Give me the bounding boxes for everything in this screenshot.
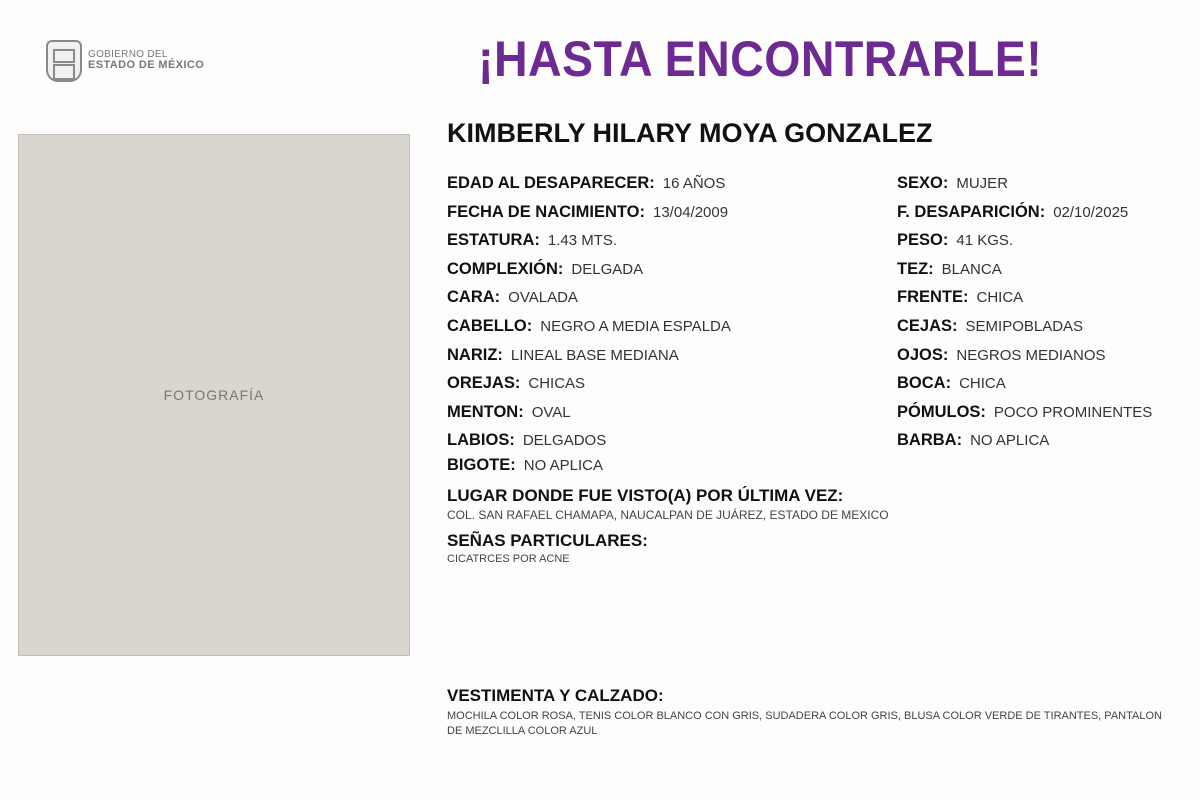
field-label: PÓMULOS: xyxy=(897,402,986,421)
field-label: FRENTE: xyxy=(897,288,969,307)
field-row xyxy=(447,431,731,456)
headline: ¡HASTA ENCONTRARLE! xyxy=(478,31,1043,87)
field-value: 41 KGS. xyxy=(956,232,1014,250)
field-row xyxy=(897,317,1152,346)
field-value: NO APLICA xyxy=(970,432,1050,450)
field-value: 16 AÑOS xyxy=(662,175,726,192)
coat-of-arms-icon xyxy=(46,40,82,82)
field-label: F. DESAPARICIÓN: xyxy=(897,202,1046,221)
field-label: COMPLEXIÓN: xyxy=(447,259,564,278)
field-label: NARIZ: xyxy=(447,345,503,364)
field-value: OVAL xyxy=(531,403,571,421)
field-label: OJOS: xyxy=(897,345,949,364)
field-value: NO APLICA xyxy=(523,457,603,475)
government-logo xyxy=(46,40,204,82)
field-value: DELGADOS xyxy=(522,432,607,450)
field-row xyxy=(447,231,731,260)
left-field-column xyxy=(447,174,731,481)
person-name: KIMBERLY HILARY MOYA GONZALEZ xyxy=(447,118,933,148)
field-label: CABELLO: xyxy=(447,316,533,335)
field-row xyxy=(447,346,731,375)
field-row xyxy=(897,288,1152,317)
field-row xyxy=(447,288,731,317)
field-row xyxy=(897,374,1152,403)
field-row xyxy=(897,260,1152,289)
last-seen-location: COL. SAN RAFAEL CHAMAPA, NAUCALPAN DE JUÁREZ, ESTADO DE MEXICO xyxy=(447,508,889,522)
field-label: FECHA DE NACIMIENTO: xyxy=(447,202,645,221)
field-label: BIGOTE: xyxy=(447,456,516,475)
field-value: BLANCA xyxy=(941,260,1002,278)
logo-line-2: ESTADO DE MÉXICO xyxy=(88,59,205,72)
field-value: 1.43 MTS. xyxy=(547,232,618,250)
photo-placeholder xyxy=(18,134,410,656)
field-value: SEMIPOBLADAS xyxy=(965,317,1084,335)
field-row xyxy=(447,374,731,403)
field-label: PESO: xyxy=(897,231,949,250)
field-value: NEGROS MEDIANOS xyxy=(956,346,1106,364)
field-row xyxy=(897,203,1152,232)
logo-line-1: GOBIERNO DEL xyxy=(88,48,168,60)
field-label: ESTATURA: xyxy=(447,231,540,250)
field-label: CEJAS: xyxy=(897,316,958,335)
field-row xyxy=(447,174,731,203)
field-value: CHICA xyxy=(976,289,1024,307)
field-row xyxy=(897,403,1152,432)
clothing-title: VESTIMENTA Y CALZADO: xyxy=(447,686,664,705)
field-label: EDAD AL DESAPARECER: xyxy=(447,174,655,192)
field-value: 02/10/2025 xyxy=(1053,203,1129,221)
field-value: DELGADA xyxy=(571,260,644,278)
last-seen-title: LUGAR DONDE FUE VISTO(A) POR ÚLTIMA VEZ: xyxy=(447,486,844,505)
field-row xyxy=(447,456,731,481)
field-value: NEGRO A MEDIA ESPALDA xyxy=(540,317,731,335)
field-row xyxy=(447,203,731,232)
field-value: 13/04/2009 xyxy=(653,203,729,221)
field-label: LABIOS: xyxy=(447,431,515,450)
field-value: CHICAS xyxy=(528,375,586,393)
field-value: LINEAL BASE MEDIANA xyxy=(510,346,679,364)
field-row xyxy=(897,431,1152,460)
field-label: CARA: xyxy=(447,288,501,307)
field-value: POCO PROMINENTES xyxy=(993,403,1153,421)
field-label: MENTON: xyxy=(447,402,524,421)
right-field-column xyxy=(897,174,1152,460)
field-row xyxy=(897,174,1152,203)
field-row xyxy=(447,317,731,346)
distinguishing-marks-text: CICATRCES POR ACNE xyxy=(447,553,570,565)
field-value: CHICA xyxy=(959,375,1006,393)
logo-text xyxy=(88,50,204,72)
distinguishing-marks-title: SEÑAS PARTICULARES: xyxy=(447,531,648,550)
field-label: OREJAS: xyxy=(447,374,521,393)
photo-placeholder-label: FOTOGRAFÍA xyxy=(163,387,265,403)
field-row xyxy=(897,231,1152,260)
field-value: MUJER xyxy=(956,175,1009,192)
field-row xyxy=(447,260,731,289)
field-value: OVALADA xyxy=(508,289,578,307)
field-label: BOCA: xyxy=(897,374,952,393)
clothing-text: MOCHILA COLOR ROSA, TENIS COLOR BLANCO CON GRIS, SUDADERA COLOR GRIS, BLUSA COLOR VERDE DE TIRANTES, PANTALON DE MEZCLILLA COLOR AZUL xyxy=(447,710,1162,737)
field-row xyxy=(447,403,731,432)
field-label: SEXO: xyxy=(897,174,949,192)
field-label: TEZ: xyxy=(897,259,934,278)
field-row xyxy=(897,346,1152,375)
field-label: BARBA: xyxy=(897,431,963,450)
